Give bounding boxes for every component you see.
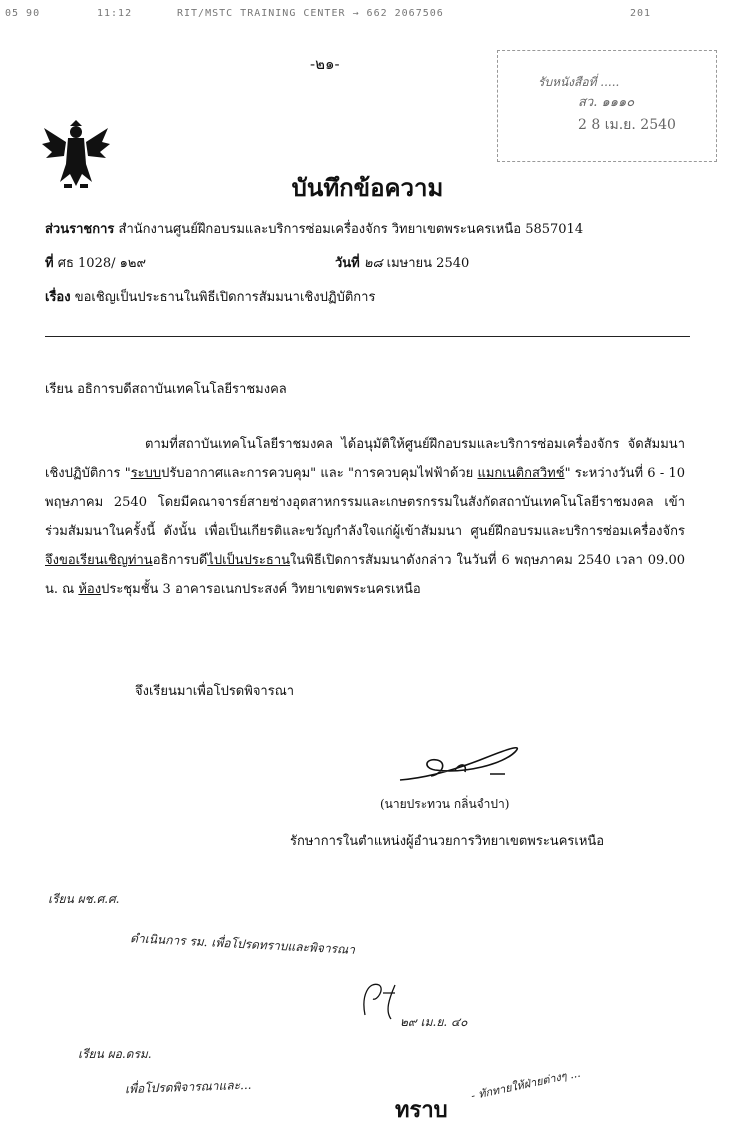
handwritten-note-4: เรียน ผอ.ดรม. (78, 1047, 152, 1061)
subject-label: เรื่อง (45, 290, 71, 305)
document-title: บันทึกข้อความ (291, 173, 444, 202)
body-underline-3: จึงขอเรียนเชิญท่าน (45, 553, 153, 568)
body-part-1: ตามที่สถาบันเทคโนโลยีราชมงคล ได้อนุมัติให้ศูนย์ฝึกอบรมและบริการซ่อมเครื่องจักร จัดสัมมนาเชิงปฏิบัติการ " (45, 437, 685, 481)
handwritten-date: ๒๙ เม.ย. ๔๐ (400, 1015, 468, 1029)
body-underline-1: ระบบ (130, 466, 162, 481)
date-day: ๒๘ (363, 256, 383, 271)
reference-value: ศธ 1028/ ๑๒๙ (57, 256, 146, 271)
body-part-5: ในพิธีเปิดการสัมมนาดังกล่าว ในวันที่ 6 พฤษภาคม 2540 เวลา 09.00 น. ณ (45, 553, 685, 597)
fax-page-number: 201 (630, 8, 652, 19)
reference-line (45, 252, 146, 273)
body-underline-5: ห้อง (78, 582, 102, 597)
body-part-6: ประชุมชั้น 3 อาคารอเนกประสงค์ วิทยาเขตพระนครเหนือ (101, 582, 421, 597)
date-month-year: เมษายน 2540 (386, 256, 470, 271)
agency-value: สำนักงานศูนย์ฝึกอบรมและบริการซ่อมเครื่องจักร วิทยาเขตพระนครเหนือ 5857014 (118, 222, 584, 237)
body-underline-2: แมกเนติกสวิทช์ (477, 466, 565, 481)
date-line (335, 252, 469, 273)
salutation-value: อธิการบดีสถาบันเทคโนโลยีราชมงคล (77, 382, 287, 397)
subject-line (45, 286, 375, 307)
handwritten-note-5: เพื่อโปรดพิจารณาและ... (124, 1077, 252, 1097)
body-part-2: ปรับอากาศและการควบคุม" และ "การควบคุมไฟฟ้าด้วย (161, 466, 478, 481)
handwritten-note-2: ดำเนินการ รม. เพื่อโปรดทราบและพิจารณา (129, 931, 356, 957)
stamp-date: 2 8 เม.ย. 2540 (578, 117, 676, 133)
page-number: -๒๑- (310, 55, 340, 73)
stamp-line-2: สว. ๑๑๑๐ (578, 95, 635, 110)
body-underline-4: ไปเป็นประธาน (207, 553, 291, 568)
fax-header (0, 8, 735, 26)
header-divider (45, 336, 690, 337)
handwritten-note-1: เรียน ผช.ศ.ศ. (48, 892, 120, 906)
fax-time: 11:12 (97, 8, 133, 19)
signature-icon (395, 740, 525, 790)
signatory-title: รักษาการในตำแหน่งผู้อำนวยการวิทยาเขตพระนครเหนือ (290, 834, 605, 849)
body-part-3: " ระหว่างวันที่ 6 - 10 พฤษภาคม 2540 โดยมีคณาจารย์สายช่างอุตสาหกรรมและเกษตรกรรมในสังกัดสถาบันเทคโนโลยีราชมงคล เข้าร่วมสัมมนาในครั้งนี้ ดังนั้น เพื่อเป็นเกียรติและขวัญกำลังใจแก่ผู้เข้าสัมมนา ศูนย์ฝึกอบรมและบริการซ่อมเครื่องจักร (45, 466, 686, 539)
fax-page-code: 05 90 (5, 8, 41, 19)
signatory-name: (นายประทวน กลิ่นจำปา) (380, 797, 510, 811)
stamp-line-1: รับหนังสือที่ ..... (538, 75, 620, 89)
acknowledged-mark: ทราบ (395, 1097, 448, 1123)
date-label: วันที่ (335, 256, 360, 271)
agency-label: ส่วนราชการ (45, 222, 115, 237)
closing-line: จึงเรียนมาเพื่อโปรดพิจารณา (135, 684, 295, 699)
receipt-stamp (497, 50, 717, 162)
subject-value: ขอเชิญเป็นประธานในพิธีเปิดการสัมมนาเชิงปฏิบัติการ (74, 290, 376, 305)
body-paragraph (45, 430, 685, 604)
reference-label: ที่ (45, 256, 54, 271)
agency-line (45, 218, 583, 239)
handwritten-ack-note: - ทักทายให้ฝ่ายต่างๆ ... (469, 1066, 582, 1103)
fax-sender: RIT/MSTC TRAINING CENTER → 662 2067506 (177, 8, 444, 19)
salutation-label: เรียน (45, 382, 73, 397)
body-part-4: อธิการบดี (152, 553, 208, 568)
salutation (45, 378, 287, 399)
